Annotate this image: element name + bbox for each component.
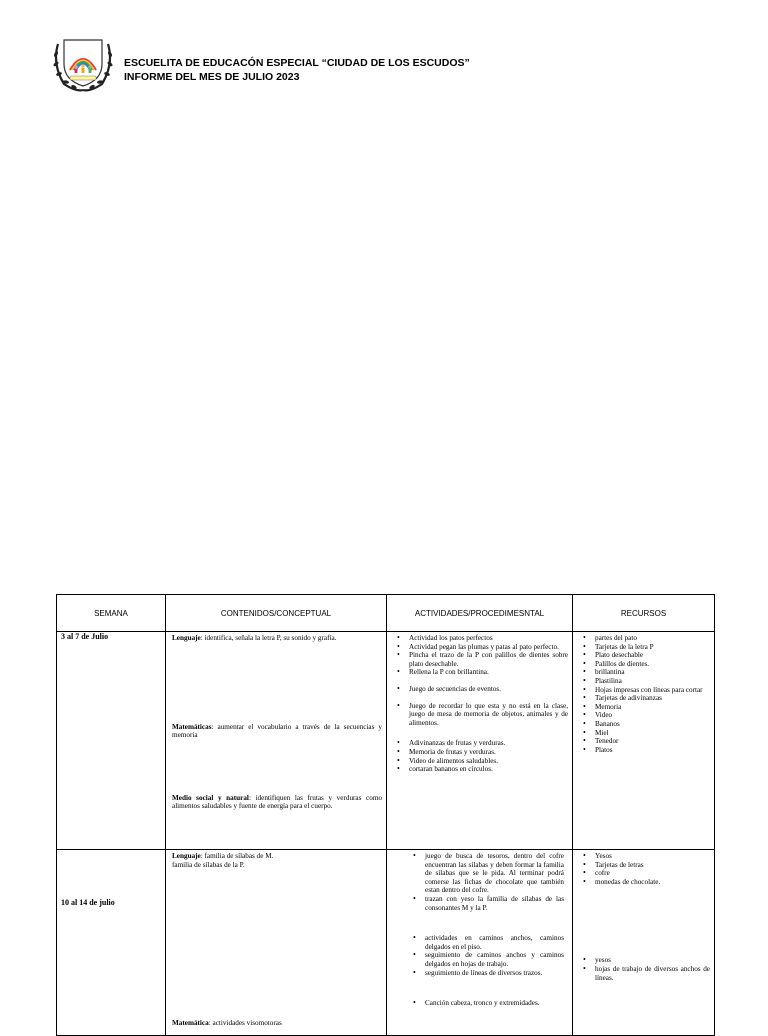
activity-list xyxy=(409,999,564,1008)
list-item: • Pincha el trazo de la P con palillos de dientes sobre plato desechable. xyxy=(409,651,568,668)
list-item: • Tenedor xyxy=(595,737,710,746)
column-header-resources: RECURSOS xyxy=(573,595,715,632)
list-item: • Actividad los patos perfectos xyxy=(409,634,568,643)
table-row xyxy=(57,632,715,850)
activities-cell xyxy=(387,850,573,1036)
list-item: • Bananos xyxy=(595,720,710,729)
header-titles xyxy=(124,56,470,84)
column-header-contents: CONTENIDOS/CONCEPTUAL xyxy=(166,595,387,632)
resources-cell xyxy=(573,850,715,1036)
week-cell: 10 al 14 de julio xyxy=(57,850,166,1036)
list-item: • Rellena la P con brillantina. xyxy=(409,668,568,677)
list-item: • yesos xyxy=(595,956,710,965)
resource-list xyxy=(579,956,710,982)
list-item: • partes del pato xyxy=(595,634,710,643)
list-item: • Plato desechable xyxy=(595,651,710,660)
column-header-week: SEMANA xyxy=(57,595,166,632)
list-item: • Tarjetas de la letra P xyxy=(595,643,710,652)
contents-cell xyxy=(166,632,387,850)
list-item: • Hojas impresas con líneas para cortar xyxy=(595,686,710,695)
document-header xyxy=(48,34,728,94)
list-item: • Plastilina xyxy=(595,677,710,686)
list-item: • Platos xyxy=(595,746,710,755)
activity-list xyxy=(409,852,564,912)
list-item: • monedas de chocolate. xyxy=(595,878,710,887)
list-item: • Yesos xyxy=(595,852,710,861)
column-header-activities: ACTIVIDADES/PROCEDIMESNTAL xyxy=(387,595,573,632)
subject-social-natural: Medio social y natural: identifiquen las frutas y verduras como alimentos saludables y fuente de energía para el cuerpo. xyxy=(172,793,382,811)
subject-math: Matemática: actividades visomotoras xyxy=(172,1019,282,1028)
list-item: • Tarjetas de letras xyxy=(595,861,710,870)
subject-math: Matemáticas: aumentar el vocabulario a través de la secuencias y memoria xyxy=(172,722,382,740)
list-item: • Tarjetas de adivinanzas xyxy=(595,694,710,703)
activity-list xyxy=(393,685,568,694)
activity-list xyxy=(393,739,568,773)
list-item: • trazan con yeso la familia de sílabas de las consonantes M y la P. xyxy=(425,895,564,912)
list-item: • Video xyxy=(595,711,710,720)
activities-cell xyxy=(387,632,573,850)
resource-list xyxy=(579,634,710,754)
list-item: • Adivinanzas de frutas y verduras. xyxy=(409,739,568,748)
list-item: • Palillos de dientes. xyxy=(595,660,710,669)
week-cell: 3 al 7 de Julio xyxy=(57,632,166,850)
list-item: • juego de busca de tesoros, dentro del cofre encuentran las sílabas y deben formar la familia de sílabas que se le pida. Al terminar podrá comerse las fichas de chocolate que también estan dentro del cofre. xyxy=(425,852,564,895)
list-item: • brillantina xyxy=(595,668,710,677)
activity-list xyxy=(393,702,568,728)
list-item: • Video de alimentos saludables. xyxy=(409,757,568,766)
activity-list xyxy=(409,934,564,977)
list-item: • Miel xyxy=(595,729,710,738)
list-item: • Canción cabeza, tronco y extremidades. xyxy=(425,999,564,1008)
list-item: • cortaran bananos en círculos. xyxy=(409,765,568,774)
list-item: • hojas de trabajo de diversos anchos de líneas. xyxy=(595,965,710,982)
resources-cell xyxy=(573,632,715,850)
activity-list xyxy=(393,634,568,677)
subject-language-p: familia de sílabas de la P. xyxy=(172,860,245,869)
table-row xyxy=(57,850,715,1036)
list-item: • seguimiento de caminos anchos y caminos delgados en hojas de trabajo. xyxy=(425,951,564,968)
subject-language: Lenguaje: identifica, señala la letra P, su sonido y grafía. xyxy=(172,634,337,642)
school-logo xyxy=(50,34,116,92)
school-crest-icon xyxy=(50,34,116,92)
report-title: INFORME DEL MES DE JULIO 2023 xyxy=(124,71,300,83)
resource-list xyxy=(579,852,710,886)
list-item: • Memoria xyxy=(595,703,710,712)
list-item: • Actividad pegan las plumas y patas al pato perfecto. xyxy=(409,643,568,652)
list-item: • cofre xyxy=(595,869,710,878)
contents-cell xyxy=(166,850,387,1036)
list-item: • Juego de secuencias de eventos. xyxy=(409,685,568,694)
list-item: • seguimiento de líneas de diversos trazos. xyxy=(425,969,564,978)
list-item: • Juego de recordar lo que esta y no está en la clase, juego de mesa de memoria de objetos, animales y de alimentos. xyxy=(409,702,568,728)
list-item: • Memoria de frutas y verduras. xyxy=(409,748,568,757)
table-header-row xyxy=(57,595,715,632)
monthly-report-table xyxy=(56,594,715,1036)
list-item: • actividades en caminos anchos, caminos delgados en el piso. xyxy=(425,934,564,951)
school-name: ESCUELITA DE EDUCACÓN ESPECIAL “CIUDAD DE LOS ESCUDOS” xyxy=(124,57,470,69)
subject-language: Lenguaje: familia de sílabas de M. xyxy=(172,852,274,860)
